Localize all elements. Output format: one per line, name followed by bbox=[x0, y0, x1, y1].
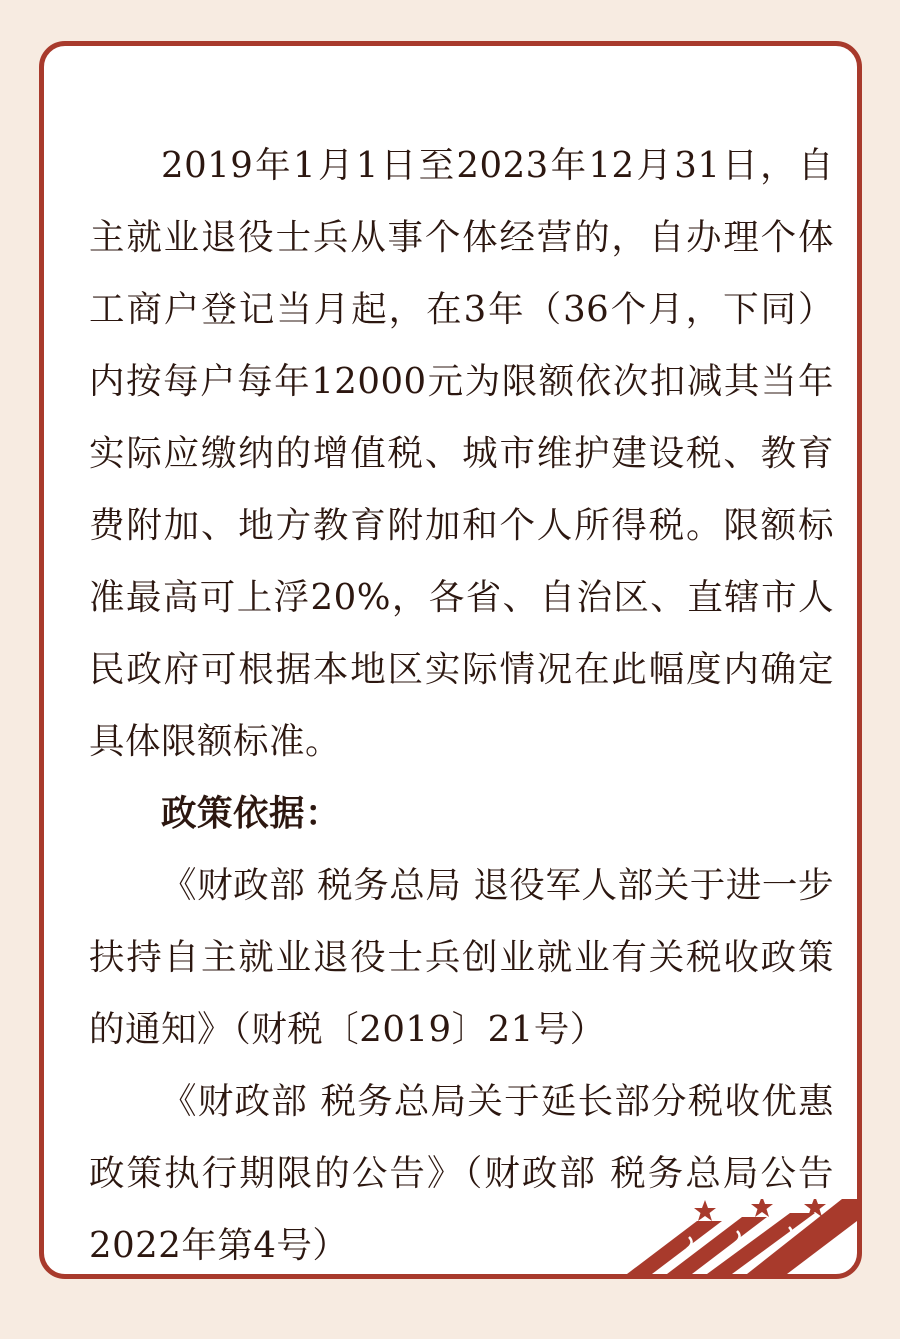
star-icon bbox=[694, 1200, 716, 1221]
reference-item: 《财政部 税务总局关于延长部分税收优惠政策执行期限的公告》（财政部 税务总局公告2022年第4号） bbox=[89, 1081, 834, 1266]
content-card bbox=[39, 41, 862, 1279]
star-icon bbox=[751, 1199, 773, 1217]
policy-heading: 政策依据： bbox=[161, 793, 342, 834]
article-content bbox=[89, 130, 834, 1279]
corner-stripes-decoration bbox=[627, 1199, 857, 1274]
body-paragraph: 2019年1月1日至2023年12月31日，自主就业退役士兵从事个体经营的，自办理个体工商户登记当月起，在3年（36个月，下同）内按每户每年12000元为限额依次扣减其当年实际应缴纳的增值税、城市维护建设税、教育费附加、地方教育附加和个人所得税。限额标准最高可上浮20%，各省、自治区、直辖市人民政府可根据本地区实际情况在此幅度内确定具体限额标准。 bbox=[89, 145, 834, 762]
reference-item: 《财政部 税务总局 退役军人部关于进一步扶持自主就业退役士兵创业就业有关税收政策的通知》（财税〔2019〕21号） bbox=[89, 865, 834, 1050]
